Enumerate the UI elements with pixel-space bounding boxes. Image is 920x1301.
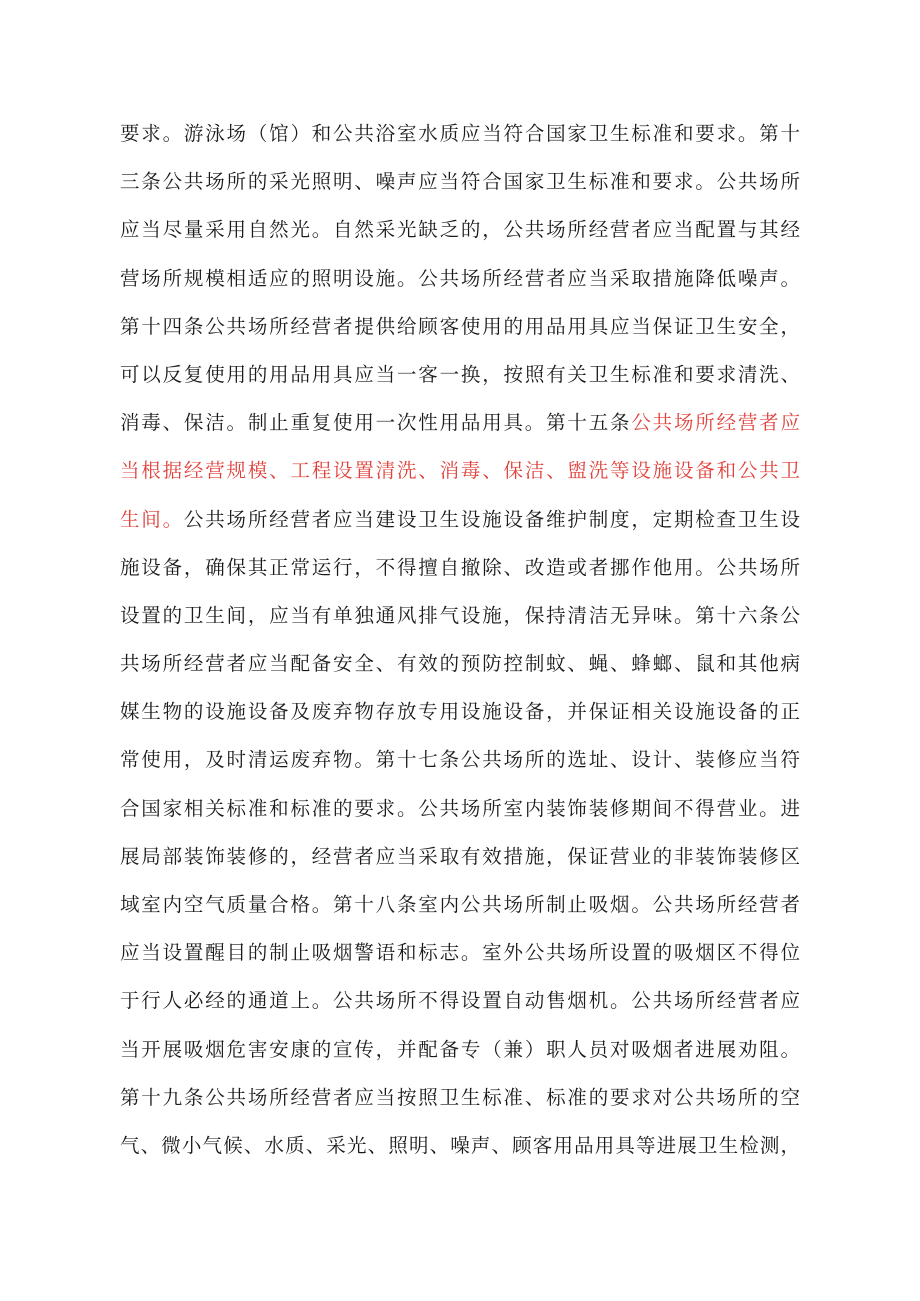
text-line: 展局部装饰装修的，经营者应当采取有效措施，保证营业的非装饰装修区 (120, 844, 800, 868)
text-line: 要求。游泳场（馆）和公共浴室水质应当符合国家卫生标准和要求。第十 (120, 122, 800, 145)
highlighted-text: 生间。 (120, 507, 184, 531)
text-line: 可以反复使用的用品用具应当一客一换，按照有关卫生标准和要求清洗、 (120, 362, 800, 386)
text-line: 于行人必经的通道上。公共场所不得设置自动售烟机。公共场所经营者应 (120, 989, 800, 1013)
text-line: 媒生物的设施设备及废弃物存放专用设施设备，并保证相关设施设备的正 (120, 700, 800, 724)
text-line: 气、微小气候、水质、采光、照明、噪声、顾客用品用具等进展卫生检测， (120, 1133, 800, 1157)
text-line: 营场所规模相适应的照明设施。公共场所经营者应当采取措施降低噪声。 (120, 266, 800, 290)
text-line: 设置的卫生间，应当有单独通风排气设施，保持清洁无异味。第十六条公 (120, 603, 800, 627)
text-line: 应当尽量采用自然光。自然采光缺乏的，公共场所经营者应当配置与其经 (120, 218, 800, 242)
text-line: 共场所经营者应当配备安全、有效的预防控制蚊、蝇、蜂螂、鼠和其他病 (120, 652, 800, 676)
highlighted-text: 公共场所经营者应 (631, 411, 800, 435)
text-line: 消毒、保洁。制止重复使用一次性用品用具。第十五条公共场所经营者应 (120, 411, 800, 435)
text-line: 第十四条公共场所经营者提供给顾客使用的用品用具应当保证卫生安全， (120, 314, 800, 338)
text-line: 常使用，及时清运废弃物。第十七条公共场所的选址、设计、装修应当符 (120, 748, 800, 772)
text-line: 施设备，确保其正常运行，不得擅自撤除、改造或者挪作他用。公共场所 (120, 555, 800, 579)
text-line: 第十九条公共场所经营者应当按照卫生标准、标准的要求对公共场所的空 (120, 1085, 800, 1109)
text-line: 应当设置醒目的制止吸烟警语和标志。室外公共场所设置的吸烟区不得位 (120, 941, 800, 965)
text-line: 当开展吸烟危害安康的宣传，并配备专（兼）职人员对吸烟者进展劝阻。 (120, 1037, 800, 1061)
text-line: 生间。公共场所经营者应当建设卫生设施设备维护制度，定期检查卫生设 (120, 507, 800, 531)
text-line: 合国家相关标准和标准的要求。公共场所室内装饰装修期间不得营业。进 (120, 796, 800, 820)
text-line: 域室内空气质量合格。第十八条室内公共场所制止吸烟。公共场所经营者 (120, 893, 800, 916)
text-line (120, 447, 800, 495)
highlighted-text: 当根据经营规模、工程设置清洗、消毒、保洁、盥洗等设施设备和公共卫 (120, 459, 800, 483)
text-line: 三条公共场所的采光照明、噪声应当符合国家卫生标准和要求。公共场所 (120, 170, 800, 194)
body-text (120, 110, 800, 1170)
